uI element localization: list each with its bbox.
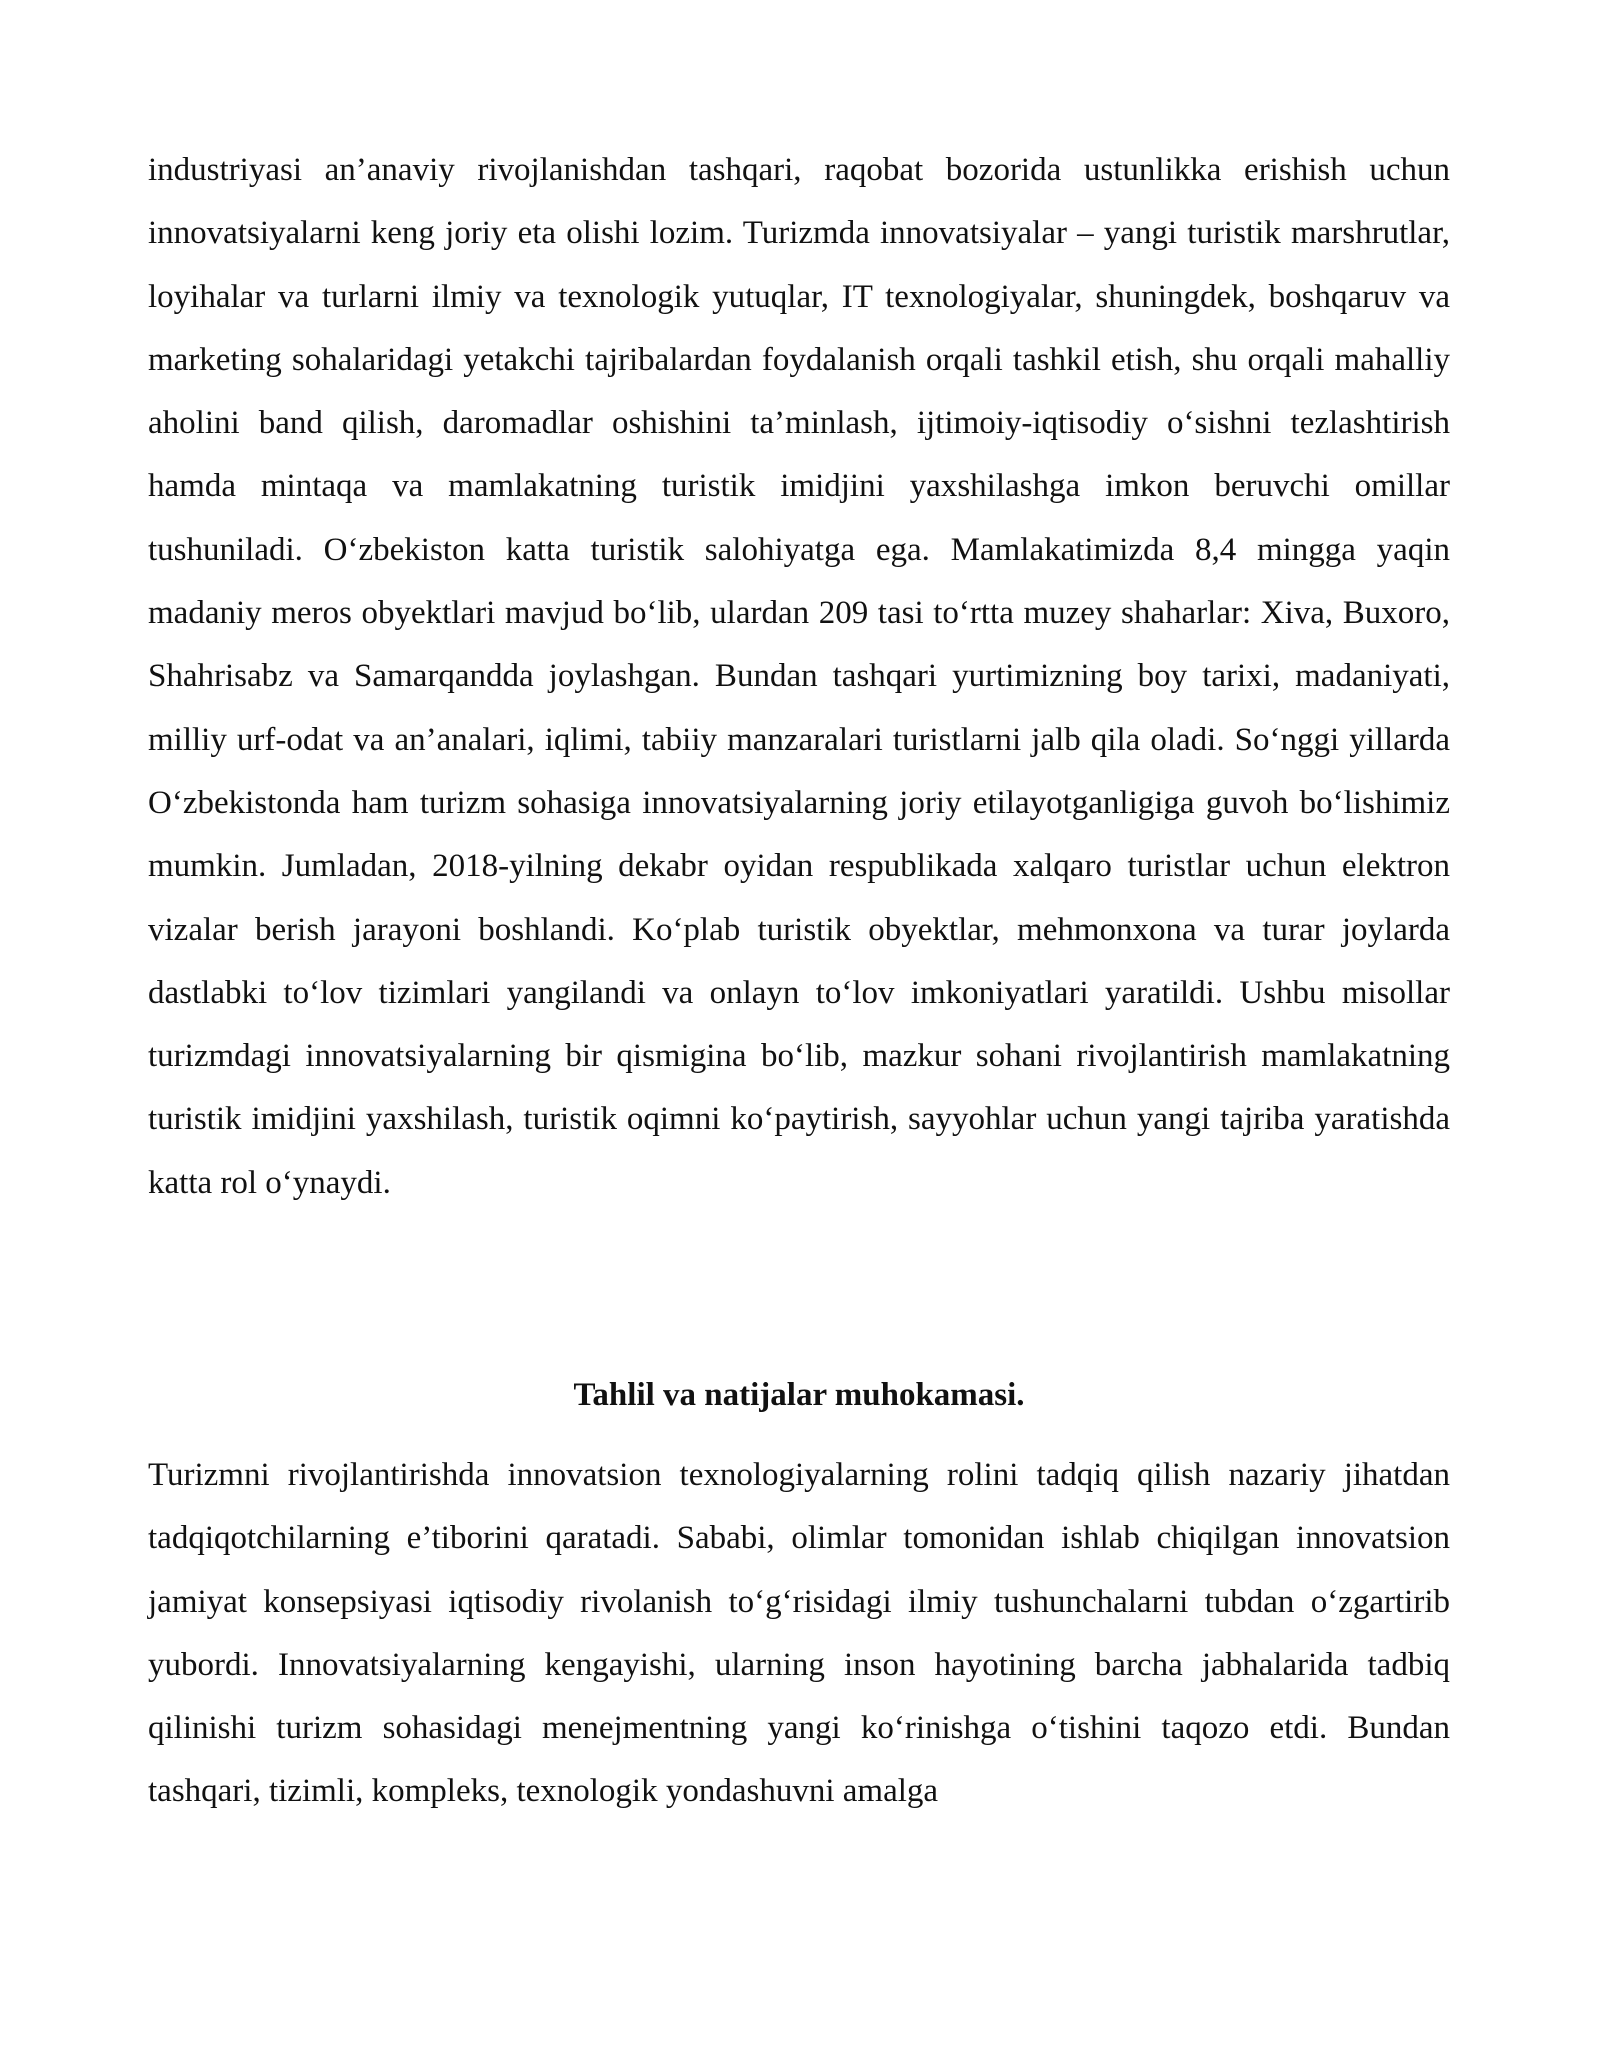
body-paragraph-analysis: Turizmni rivojlantirishda innovatsion texnologiyalarning rolini tadqiq qilish nazariy jihatdan tadqiqotchilarning e’tiborini qaratadi. Sababi, olimlar tomonidan ishlab chiqilgan innovatsion jamiyat konsepsiyasi iqtisodiy rivolanish to‘g‘risidagi ilmiy tushunchalarni tubdan o‘zgartirib yubordi. Innovatsiyalarning kengayishi, ularning inson hayotining barcha jabhalarida tadbiq qilinishi turizm sohasidagi menejmentning yangi ko‘rinishga o‘tishini taqozo etdi. Bundan tashqari, tizimli, kompleks, texnologik yondashuvni amalga (148, 1457, 1450, 1810)
body-paragraph-intro: industriyasi an’anaviy rivojlanishdan tashqari, raqobat bozorida ustunlikka erishish uchun innovatsiyalarni keng joriy eta olishi lozim. Turizmda innovatsiyalar – yangi turistik marshrutlar, loyihalar va turlarni ilmiy va texnologik yutuqlar, IT texnologiyalar, shuningdek, boshqaruv va marketing sohalaridagi yetakchi tajribalardan foydalanish orqali tashkil etish, shu orqali mahalliy aholini band qilish, daromadlar oshishini ta’minlash, ijtimoiy-iqtisodiy o‘sishni tezlashtirish hamda mintaqa va mamlakatning turistik imidjini yaxshilashga imkon beruvchi omillar tushuniladi. O‘zbekiston katta turistik salohiyatga ega. Mamlakatimizda 8,4 mingga yaqin madaniy meros obyektlari mavjud bo‘lib, ulardan 209 tasi to‘rtta muzey shaharlar: Xiva, Buxoro, Shahrisabz va Samarqandda joylashgan. Bundan tashqari yurtimizning boy tarixi, madaniyati, milliy urf-odat va an’analari, iqlimi, tabiiy manzaralari turistlarni jalb qila oladi. So‘nggi yillarda O‘zbekistonda ham turizm sohasiga innovatsiyalarning joriy etilayotganligiga guvoh bo‘lishimiz mumkin. Jumladan, 2018-yilning dekabr oyidan respublikada xalqaro turistlar uchun elektron vizalar berish jarayoni boshlandi. Ko‘plab turistik obyektlar, mehmonxona va turar joylarda dastlabki to‘lov tizimlari yangilandi va onlayn to‘lov imkoniyatlari yaratildi. Ushbu misollar turizmdagi innovatsiyalarning bir qismigina bo‘lib, mazkur sohani rivojlantirish mamlakatning turistik imidjini yaxshilash, turistik oqimni ko‘paytirish, sayyohlar uchun yangi tajriba yaratishda katta rol o‘ynaydi. (148, 152, 1450, 1201)
section-heading: Tahlil va natijalar muhokamasi. (573, 1377, 1025, 1413)
